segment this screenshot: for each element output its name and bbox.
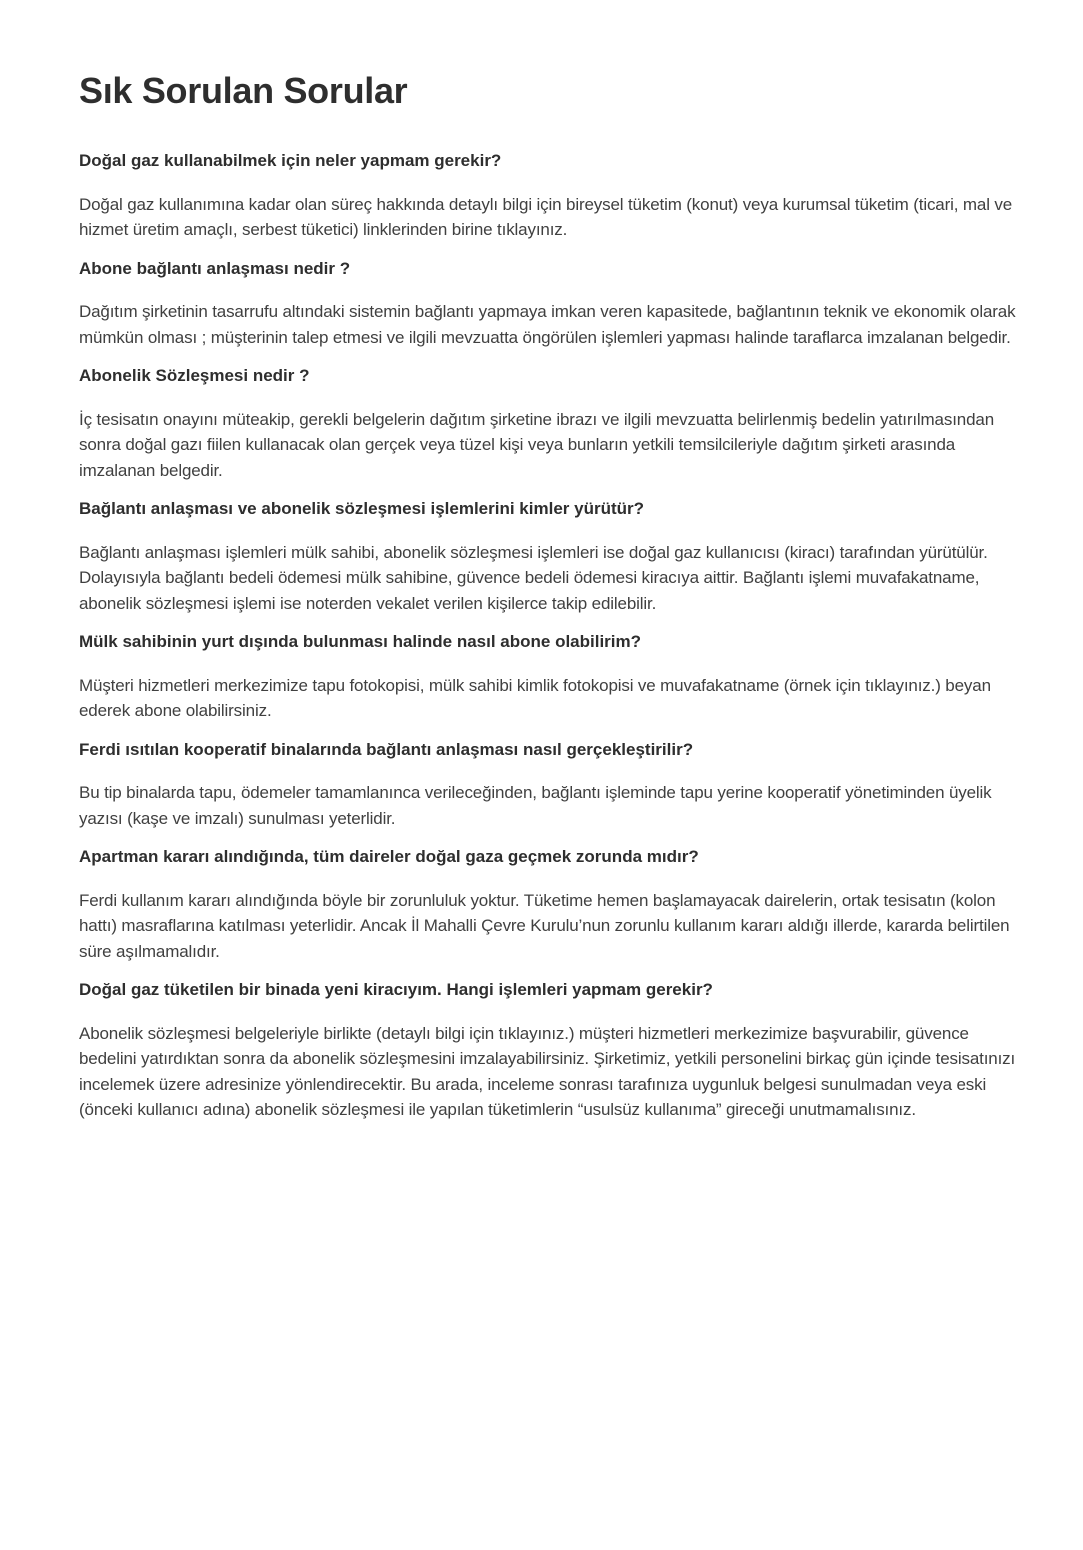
faq-answer: Müşteri hizmetleri merkezimize tapu fotokopisi, mülk sahibi kimlik fotokopisi ve muvafakatname (örnek için tıklayınız.) beyan ederek abone olabilirsiniz. bbox=[79, 675, 991, 720]
faq-question: Bağlantı anlaşması ve abonelik sözleşmesi işlemlerini kimler yürütür? bbox=[79, 499, 645, 518]
faq-answer: Bağlantı anlaşması işlemleri mülk sahibi, abonelik sözleşmesi işlemleri ise doğal gaz kullanıcısı (kiracı) tarafından yürütülür. Dolayısıyla bağlantı bedeli ödemesi mülk sahibine, güvence bedeli ödemesi kiracıya aittir. Bağlantı işlemi muvafakatname, abonelik sözleşmesi işlemi ise noterden vekalet verilen kişilerce takip edilebilir. bbox=[79, 542, 988, 613]
faq-answer: Ferdi kullanım kararı alındığında böyle bir zorunluluk yoktur. Tüketime hemen başlamayacak dairelerin, ortak tesisatın (kolon hattı) masraflarına katılması yeterlidir. Ancak İl Mahalli Çevre Kurulu’nun zorunlu kullanım kararı aldığı illerde, kararda belirtilen süre aşılmamalıdır. bbox=[79, 890, 1010, 961]
faq-question: Mülk sahibinin yurt dışında bulunması halinde nasıl abone olabilirim? bbox=[79, 632, 642, 651]
faq-question: Doğal gaz tüketilen bir binada yeni kiracıyım. Hangi işlemleri yapmam gerekir? bbox=[79, 980, 713, 999]
page-title: Sık Sorulan Sorular bbox=[79, 70, 408, 111]
faq-list bbox=[79, 148, 1029, 1123]
faq-question: Apartman kararı alındığında, tüm daireler doğal gaza geçmek zorunda mıdır? bbox=[79, 847, 699, 866]
faq-answer: İç tesisatın onayını müteakip, gerekli belgelerin dağıtım şirketine ibrazı ve ilgili mevzuatta belirlenmiş bedelin yatırılmasından sonra doğal gazı fiilen kullanacak olan gerçek veya tüzel kişi veya bunların yetkili temsilcileriyle dağıtım şirketi arasında imzalanan belgedir. bbox=[79, 409, 995, 480]
faq-item bbox=[79, 737, 1029, 832]
faq-item bbox=[79, 363, 1029, 483]
faq-item bbox=[79, 148, 1029, 243]
faq-item bbox=[79, 256, 1029, 351]
faq-question: Abone bağlantı anlaşması nedir ? bbox=[79, 258, 351, 278]
faq-answer: Dağıtım şirketinin tasarrufu altındaki sistemin bağlantı yapmaya imkan veren kapasitede, bağlantının teknik ve ekonomik olarak mümkün olması ; müşterinin talep etmesi ve ilgili mevzuatta öngörülen işlemleri yapması halinde taraflarca imzalanan belgedir. bbox=[79, 302, 1016, 347]
faq-answer: Abonelik sözleşmesi belgeleriyle birlikte (detaylı bilgi için tıklayınız.) müşteri hizmetleri merkezimize başvurabilir, güvence bedelini yatırdıktan sonra da abonelik sözleşmesini imzalayabilirsiniz. Şirketimiz, yetkili personelini birkaç gün içinde tesisatınızı incelemek üzere adresinize yönlendirecektir. Bu arada, inceleme sonrası tarafınıza uygunluk belgesi sunulmadan veya eski (önceki kullanıcı adına) abonelik sözleşmesi ile yapılan tüketimlerin “usulsüz kullanıma” gireceği unutmamalısınız. bbox=[79, 1023, 1016, 1119]
faq-answer: Bu tip binalarda tapu, ödemeler tamamlanınca verileceğinden, bağlantı işleminde tapu yerine kooperatif yönetiminden üyelik yazısı (kaşe ve imzalı) sunulması yeterlidir. bbox=[79, 783, 992, 828]
faq-item bbox=[79, 977, 1029, 1123]
document-page bbox=[79, 0, 1029, 1136]
faq-question: Ferdi ısıtılan kooperatif binalarında bağlantı anlaşması nasıl gerçekleştirilir? bbox=[79, 739, 694, 759]
faq-item bbox=[79, 844, 1029, 964]
faq-answer: Doğal gaz kullanımına kadar olan süreç hakkında detaylı bilgi için bireysel tüketim (konut) veya kurumsal tüketim (ticari, mal ve hizmet üretim amaçlı, serbest tüketici) linklerinden birine tıklayınız. bbox=[79, 194, 1013, 239]
faq-question: Abonelik Sözleşmesi nedir ? bbox=[79, 366, 310, 385]
faq-item bbox=[79, 496, 1029, 616]
faq-item bbox=[79, 629, 1029, 724]
faq-question: Doğal gaz kullanabilmek için neler yapmam gerekir? bbox=[79, 151, 502, 170]
